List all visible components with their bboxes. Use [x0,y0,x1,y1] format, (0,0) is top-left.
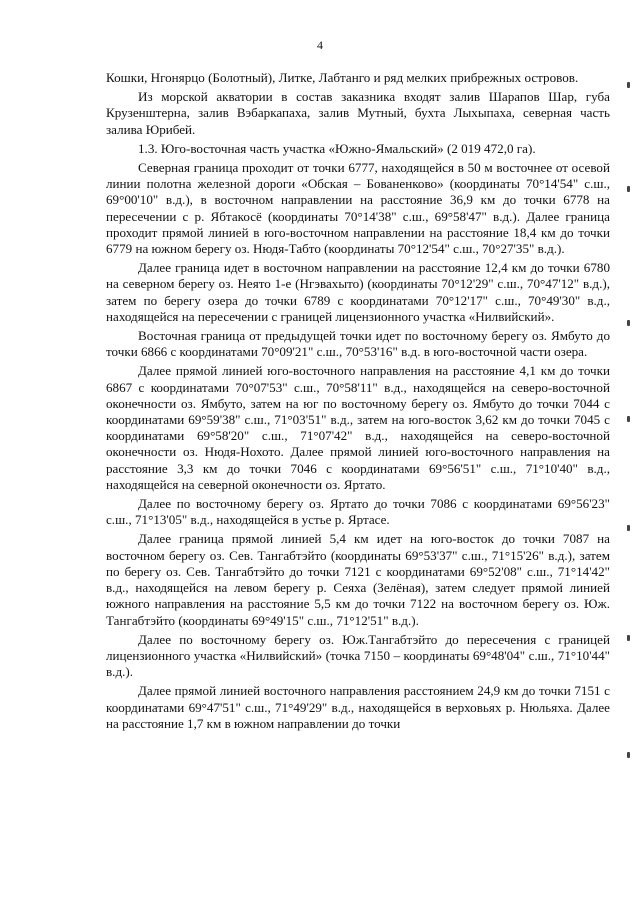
margin-mark [627,525,630,531]
paragraph: Северная граница проходит от точки 6777, находящейся в 50 м восточнее от осевой линии полотна железной дороги «Обская – Бованенково» (координаты 70°14'54" с.ш., 69°00'10" в.д.), в восточном направлении на расстояние 36,9 км до точки 6778 на пересечении с р. Ябтакосё (координаты 70°14'38" с.ш., 69°58'47" в.д.). Далее граница проходит прямой линией в юго-восточном направлении на расстояние 18,4 км до точки 6779 на южном берегу оз. Нюдя-Табто (координаты 70°12'54" с.ш., 70°27'35" в.д.). [106,160,610,257]
paragraph: Далее прямой линией юго-восточного направления на расстояние 4,1 км до точки 6867 с координатами 70°07'53" с.ш., 70°58'11" в.д., находящейся на северо-восточной оконечности оз. Ямбуто, затем на юг по восточному берегу оз. Ямбуто до точки 7044 с координатами 69°59'38" с.ш., 71°03'51" в.д., затем на юго-восток 3,62 км до точки 7045 с координатами 69°58'20" с.ш., 71°07'42" в.д., находящейся на северо-восточной оконечности оз. Нюдя-Нохото. Далее прямой линией юго-восточного направления на расстояние 3,3 км до точки 7046 с координатами 69°56'51" с.ш., 71°10'40" в.д., находящейся на северной оконечности оз. Яртато. [106,363,610,492]
document-body [106,70,610,735]
margin-mark [627,416,630,422]
paragraph: Восточная граница от предыдущей точки идет по восточному берегу оз. Ямбуто до точки 6866 с координатами 70°09'21" с.ш., 70°53'16" в.д. в юго-восточной части озера. [106,328,610,360]
paragraph: Далее граница идет в восточном направлении на расстояние 12,4 км до точки 6780 на северном берегу оз. Неято 1-е (Нгэвахыто) (координаты 70°12'29" с.ш., 70°47'12" в.д.), затем по берегу озера до точки 6789 с координатами 70°12'17" с.ш., 70°49'30" в.д., находящейся на пересечении с границей лицензионного участка «Нилвийский». [106,260,610,324]
paragraph: Далее по восточному берегу оз. Юж.Тангабтэйто до пересечения с границей лицензионного участка «Нилвийский» (точка 7150 – координаты 69°48'04" с.ш., 71°10'44" в.д.). [106,631,610,680]
margin-mark [627,752,630,758]
margin-mark [627,320,630,326]
page-number: 4 [317,38,323,52]
paragraph: Далее прямой линией восточного направления расстоянием 24,9 км до точки 7151 с координатами 69°47'51" с.ш., 71°49'29" в.д., находящейся в верховьях р. Нюльяха. Далее на расстояние 1,7 км в южном направлении до точки [106,683,610,731]
paragraph: Кошки, Нгонярцо (Болотный), Литке, Лабтанго и ряд мелких прибрежных островов. [106,70,579,85]
margin-mark [627,186,630,192]
paragraph: Далее граница прямой линией 5,4 км идет на юго-восток до точки 7087 на восточном берегу оз. Сев. Тангабтэйто (координаты 69°53'37" с.ш., 71°15'26" в.д.), затем по берегу оз. Сев. Тангабтэйто до точки 7121 с координатами 69°52'08" с.ш., 71°14'42" в.д., находящейся на левом берегу р. Сеяха (Зелёная), затем следует прямой линией южного направления на расстояние 5,5 км до точки 7122 на восточном берегу оз. Юж. Тангабтэйто (координаты 69°49'15" с.ш., 71°12'51" в.д.). [106,531,610,628]
margin-mark [627,635,630,641]
paragraph: Далее по восточному берегу оз. Яртато до точки 7086 с координатами 69°56'23" с.ш., 71°13'05" в.д., находящейся в устье р. Яртасе. [106,496,610,528]
paragraph: Из морской акватории в состав заказника входят залив Шарапов Шар, губа Крузенштерна, залив Вэбаркапаха, залив Мутный, бухта Лыхыпаха, северная часть залива Юрибей. [106,89,610,137]
margin-mark [627,82,630,88]
section-heading: 1.3. Юго-восточная часть участка «Южно-Ямальский» (2 019 472,0 га). [138,140,536,156]
